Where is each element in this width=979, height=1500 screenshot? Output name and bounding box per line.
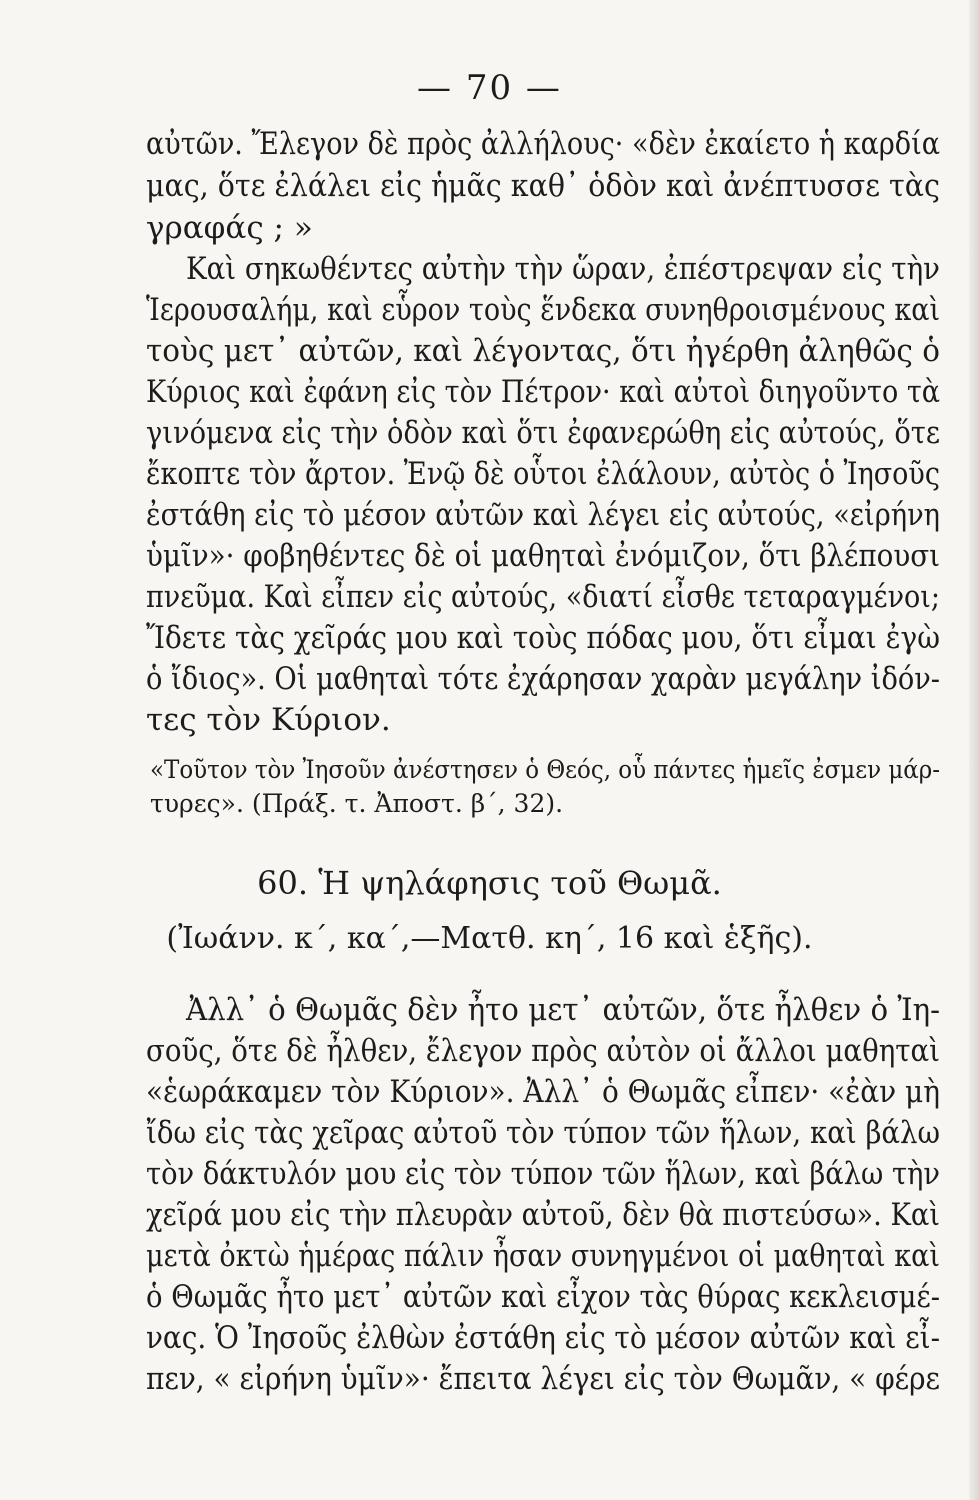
text-line: τὸν δάκτυλόν μου εἰς τὸν τύπον τῶν ἥλων, καὶ βάλω τὴν [146, 1156, 941, 1192]
text-line: νας. Ὁ Ἰησοῦς ἐλθὼν ἐστάθη εἰς τὸ μέσον αὐτῶν καὶ εἶ- [146, 1320, 940, 1356]
text-line: αὐτῶν. Ἔλεγον δὲ πρὸς ἀλλήλους· «δὲν ἐκαίετο ἡ καρδία [146, 126, 941, 162]
page-number: — 70 — [417, 68, 562, 108]
section-title: 60. Ἡ ψηλάφησις τοῦ Θωμᾶ. [257, 864, 722, 902]
quote-line: τυρες». (Πράξ. τ. Ἀποστ. β΄, 32). [150, 789, 564, 818]
text-line: Ἱερουσαλήμ, καὶ εὗρον τοὺς ἕνδεκα συνηθροισμένους καὶ [146, 292, 941, 328]
text-line: γραφάς ; » [146, 210, 313, 246]
text-line: τοὺς μετ᾽ αὐτῶν, καὶ λέγοντας, ὅτι ἠγέρθη ἀληθῶς ὁ [146, 333, 940, 369]
text-line: ὑμῖν»· φοβηθέντες δὲ οἱ μαθηταὶ ἐνόμιζον, ὅτι βλέπουσι [146, 538, 941, 574]
text-line: μας, ὅτε ἐλάλει εἰς ἡμᾶς καθ᾽ ὁδὸν καὶ ἀνέπτυσσε τὰς [146, 168, 940, 204]
text-line: γινόμενα εἰς τὴν ὁδὸν καὶ ὅτι ἐφανερώθη εἰς αὐτούς, ὅτε [146, 415, 941, 451]
text-line: τες τὸν Κύριον. [146, 702, 391, 738]
text-line: Κύριος καὶ ἐφάνη εἰς τὸν Πέτρον· καὶ αὐτοὶ διηγοῦντο τὰ [146, 374, 941, 410]
text-line: «ἑωράκαμεν τὸν Κύριον». Ἀλλ᾽ ὁ Θωμᾶς εἶπεν· «ἐὰν μὴ [146, 1074, 940, 1110]
text-line: μετὰ ὀκτὼ ἡμέρας πάλιν ἦσαν συνηγμένοι οἱ μαθηταὶ καὶ [146, 1238, 941, 1274]
text-line: Ἀλλ᾽ ὁ Θωμᾶς δὲν ἦτο μετ᾽ αὐτῶν, ὅτε ἦλθεν ὁ Ἰη- [186, 992, 941, 1028]
text-line: ἐστάθη εἰς τὸ μέσον αὐτῶν καὶ λέγει εἰς αὐτούς, «εἰρήνη [146, 497, 940, 533]
section-reference: (Ἰωάνν. κ΄, κα΄,—Ματθ. κη΄, 16 καὶ ἑξῆς). [166, 921, 813, 956]
text-line: ὁ Θωμᾶς ἦτο μετ᾽ αὐτῶν καὶ εἶχον τὰς θύρας κεκλεισμέ- [146, 1279, 940, 1315]
quote-line: «Τοῦτον τὸν Ἰησοῦν ἀνέστησεν ὁ Θεός, οὗ πάντες ἡμεῖς ἐσμεν μάρ- [150, 755, 941, 784]
text-line: σοῦς, ὅτε δὲ ἦλθεν, ἔλεγον πρὸς αὐτὸν οἱ ἄλλοι μαθηταὶ [146, 1033, 941, 1069]
text-line: πνεῦμα. Καὶ εἶπεν εἰς αὐτούς, «διατί εἶσθε τεταραγμένοι; [146, 579, 940, 615]
text-line: ἴδω εἰς τὰς χεῖρας αὐτοῦ τὸν τύπον τῶν ἥλων, καὶ βάλω [146, 1115, 941, 1151]
text-line: ὁ ἴδιος». Οἱ μαθηταὶ τότε ἐχάρησαν χαρὰν μεγάλην ἰδόν- [146, 661, 941, 697]
text-line: ἔκοπτε τὸν ἄρτον. Ἐνῷ δὲ οὗτοι ἐλάλουν, αὐτὸς ὁ Ἰησοῦς [146, 456, 940, 492]
text-line: Καὶ σηκωθέντες αὐτὴν τὴν ὥραν, ἐπέστρεψαν εἰς τὴν [186, 251, 940, 287]
text-line: Ἴδετε τὰς χεῖράς μου καὶ τοὺς πόδας μου, ὅτι εἶμαι ἐγὼ [146, 620, 940, 656]
page-edge-shadow [969, 0, 979, 1500]
text-line: χεῖρά μου εἰς τὴν πλευρὰν αὐτοῦ, δὲν θὰ πιστεύσω». Καὶ [146, 1197, 941, 1233]
text-line: πεν, « εἰρήνη ὑμῖν»· ἔπειτα λέγει εἰς τὸν Θωμᾶν, « φέρε [146, 1361, 941, 1397]
